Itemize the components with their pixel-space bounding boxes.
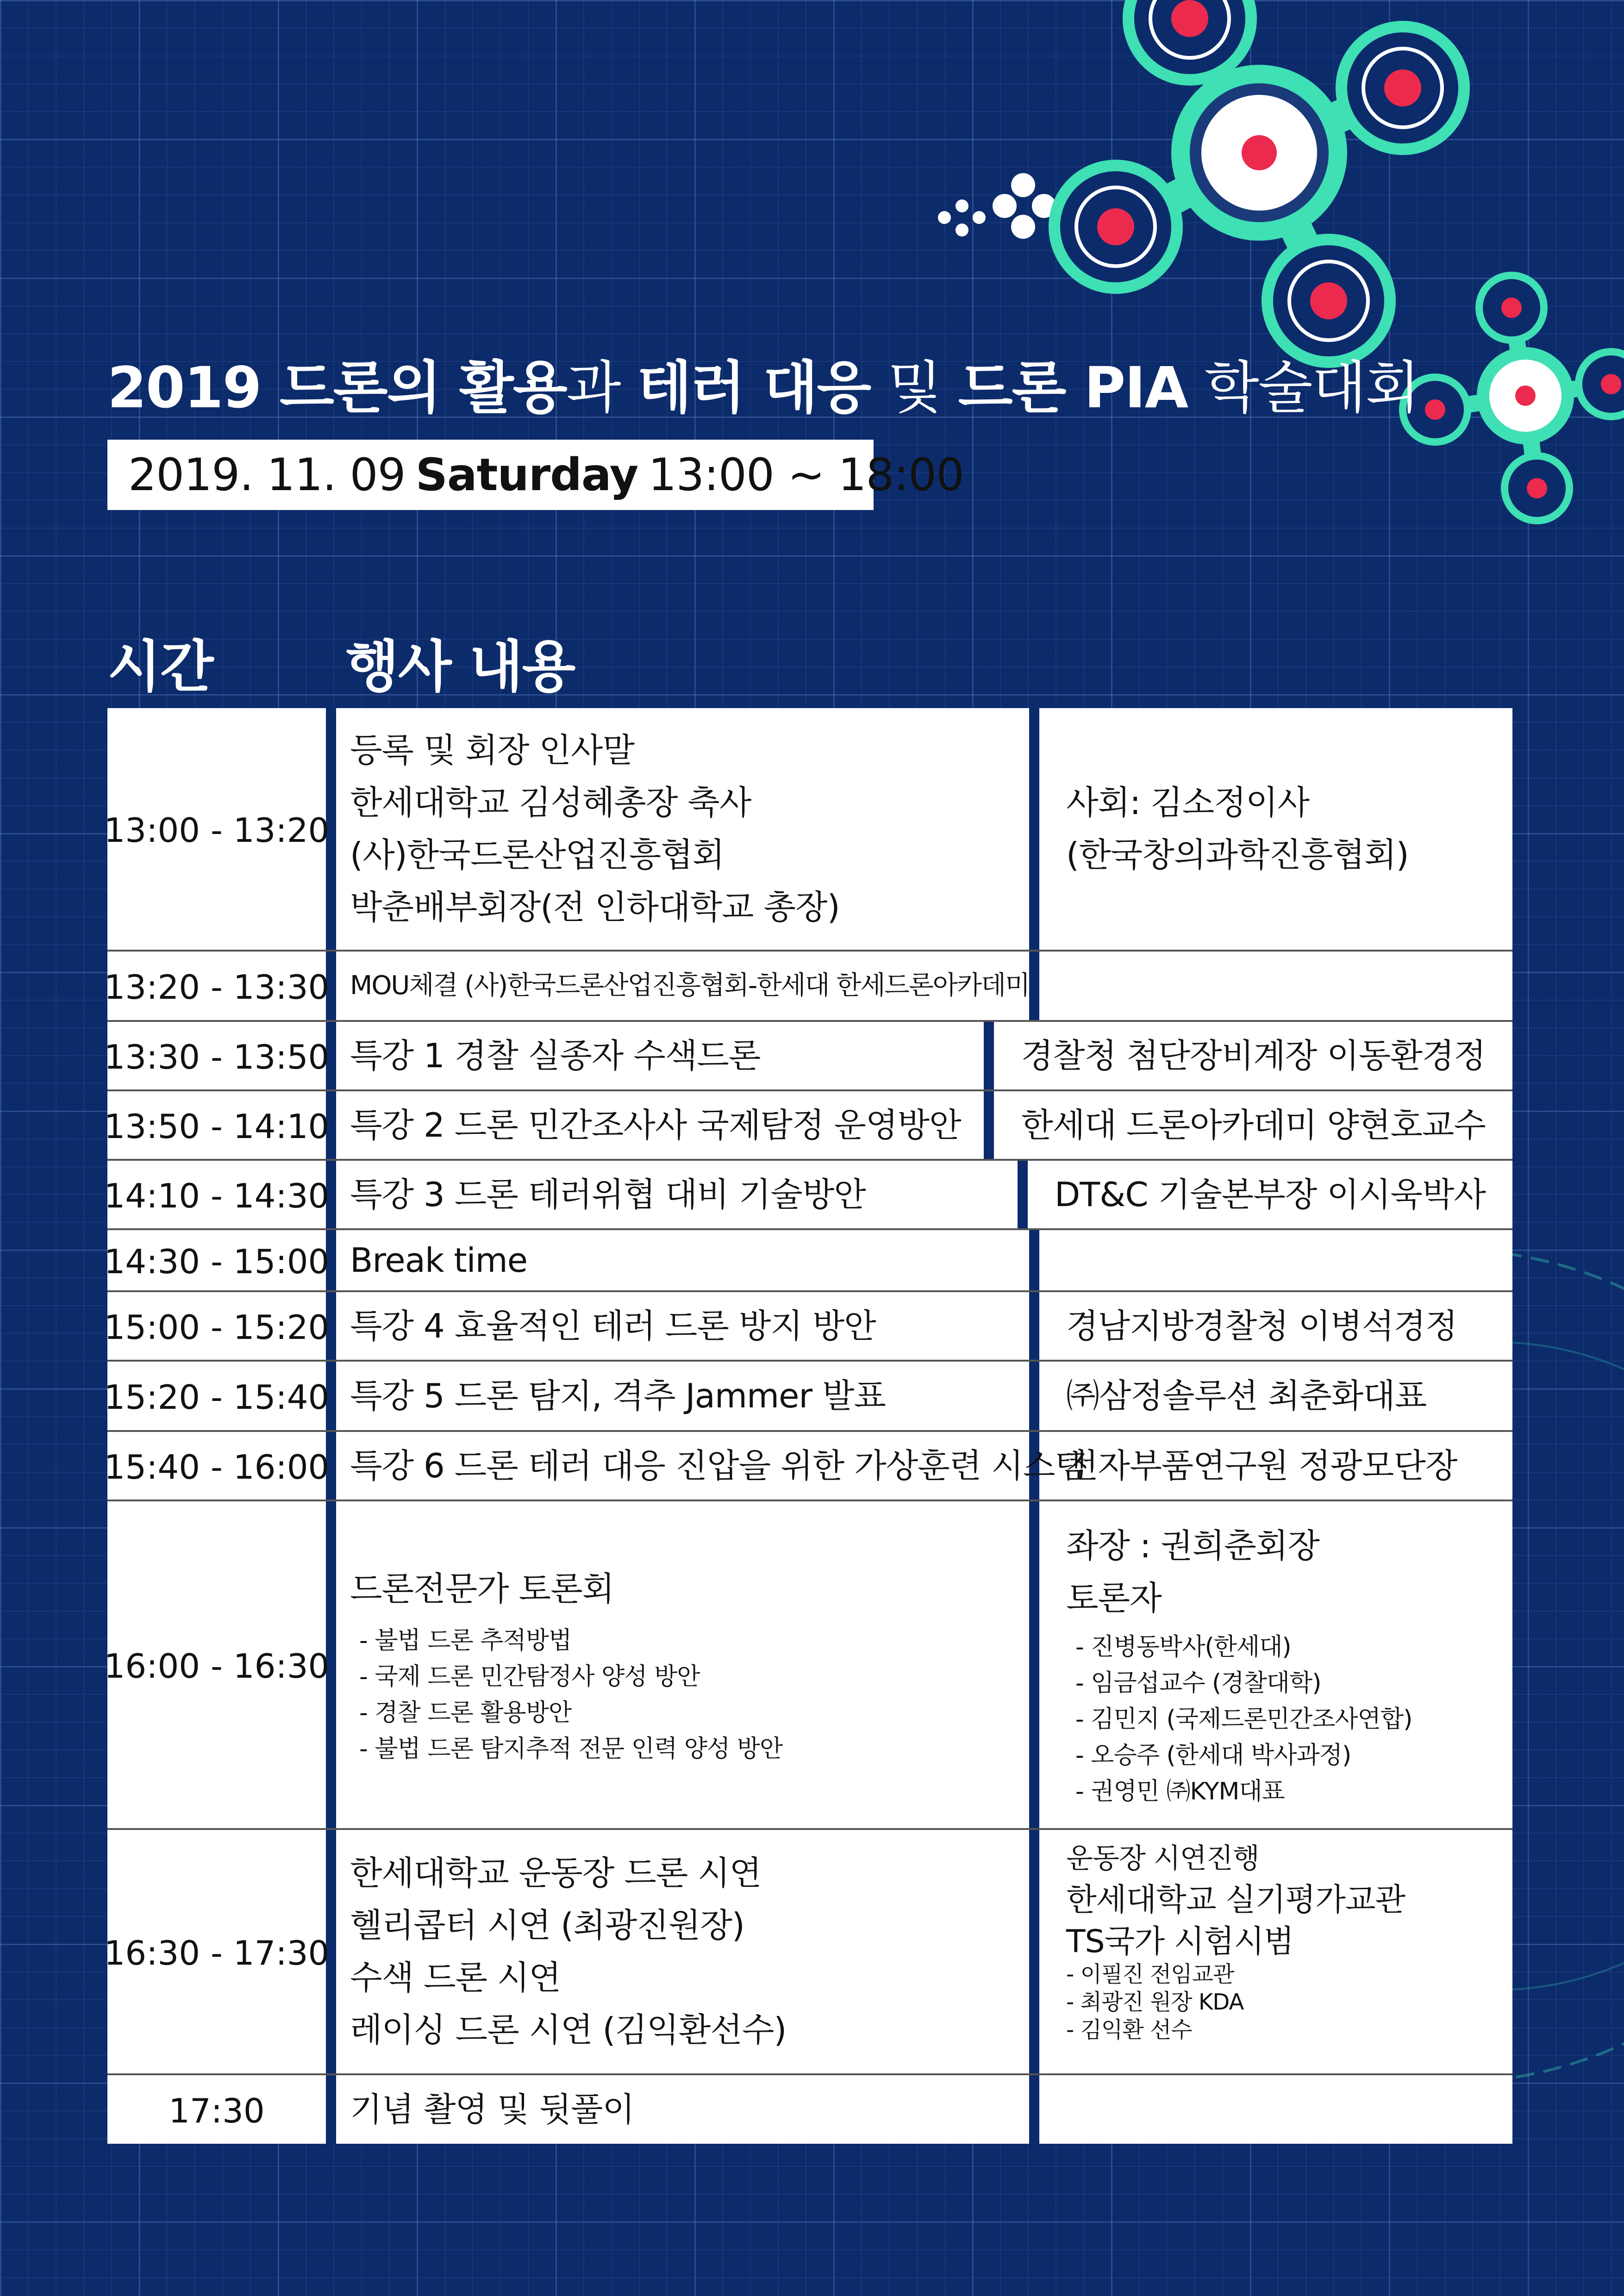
header-content: 행사 내용 xyxy=(345,635,575,699)
speaker-cell xyxy=(1039,952,1512,1020)
table-row xyxy=(104,1022,1512,1091)
content-cell: 특강 6 드론 테러 대응 진압을 위한 가상훈련 시스템 xyxy=(336,1432,1039,1500)
time-cell: 13:20 - 13:30 xyxy=(107,952,336,1020)
content-cell: 특강 2 드론 민간조사사 국제탐정 운영방안 xyxy=(336,1091,994,1159)
small-drone-icon xyxy=(1399,272,1624,524)
time-range-text: 13:00 ~ 18:00 xyxy=(648,449,964,501)
table-row xyxy=(104,1230,1512,1292)
content-cell: 특강 5 드론 탐지, 격추 Jammer 발표 xyxy=(336,1362,1039,1430)
time-cell: 15:40 - 16:00 xyxy=(107,1432,336,1500)
content-cell: 기념 촬영 및 뒷풀이 xyxy=(336,2075,1039,2144)
date-text: 2019. 11. 09 xyxy=(128,449,406,501)
table-row xyxy=(104,1161,1512,1230)
schedule-table xyxy=(104,708,1512,2144)
weekday-text: Saturday xyxy=(415,449,638,501)
speaker-cell xyxy=(1039,2075,1512,2144)
date-banner xyxy=(107,440,964,510)
time-cell: 13:00 - 13:20 xyxy=(107,708,336,950)
dots-icon xyxy=(938,173,1056,239)
content-cell: 드론전문가 토론회 - 불법 드론 추적방법 - 국제 드론 민간탐정사 양성 방안 - 경찰 드론 활용방안 - 불법 드론 탐지추적 전문 인력 양성 방안 xyxy=(336,1501,1039,1828)
content-cell: 등록 및 회장 인사말 한세대학교 김성혜총장 축사 (사)한국드론산업진흥협회 박춘배부회장(전 인하대학교 총장) xyxy=(336,708,1039,950)
speaker-cell: 사회: 김소정이사 (한국창의과학진흥협회) xyxy=(1066,783,1409,874)
time-cell: 13:30 - 13:50 xyxy=(107,1022,336,1089)
header-time: 시간 xyxy=(107,635,213,699)
table-row xyxy=(104,952,1512,1022)
speaker-cell: 경찰청 첨단장비계장 이동환경정 xyxy=(1021,1036,1486,1075)
table-row xyxy=(104,1501,1512,1830)
table-row xyxy=(104,1292,1512,1362)
time-cell: 17:30 xyxy=(107,2075,336,2144)
content-cell: Break time xyxy=(336,1230,1039,1290)
time-cell: 16:30 - 17:30 xyxy=(107,1830,336,2073)
time-cell: 16:00 - 16:30 xyxy=(107,1501,336,1828)
time-cell: 14:30 - 15:00 xyxy=(107,1230,336,1290)
speaker-cell: 한세대 드론아카데미 양현호교수 xyxy=(1021,1105,1486,1145)
content-cell: 특강 3 드론 테러위협 대비 기술방안 xyxy=(336,1161,1028,1228)
speaker-cell: ㈜삼정솔루션 최춘화대표 xyxy=(1066,1376,1427,1415)
table-row xyxy=(104,1091,1512,1161)
table-row xyxy=(104,1362,1512,1432)
time-cell: 13:50 - 14:10 xyxy=(107,1091,336,1159)
speaker-cell: 좌장 : 권희춘회장 토론자 - 진병동박사(한세대) - 임금섭교수 (경찰대학) - 김민지 (국제드론민간조사연합) - 오승주 (한세대 박사과정) - 권영민 ㈜KYM대표 xyxy=(1066,1526,1412,1805)
time-cell: 15:00 - 15:20 xyxy=(107,1292,336,1360)
content-cell: 특강 4 효율적인 테러 드론 방지 방안 xyxy=(336,1292,1039,1360)
speaker-cell: 경남지방경찰청 이병석경정 xyxy=(1066,1306,1457,1345)
table-row xyxy=(104,1432,1512,1501)
content-cell: 한세대학교 운동장 드론 시연 헬리콥터 시연 (최광진원장) 수색 드론 시연 레이싱 드론 시연 (김익환선수) xyxy=(336,1830,1039,2073)
speaker-cell: DT&C 기술본부장 이시욱박사 xyxy=(1054,1175,1486,1214)
time-cell: 15:20 - 15:40 xyxy=(107,1362,336,1430)
speaker-cell: 전자부품연구원 정광모단장 xyxy=(1066,1446,1457,1485)
table-row xyxy=(107,2075,1512,2144)
page-title: 2019 드론의 활용과 테러 대응 및 드론 PIA 학술대회 xyxy=(107,355,1419,421)
time-cell: 14:10 - 14:30 xyxy=(107,1161,336,1228)
content-cell: 특강 1 경찰 실종자 수색드론 xyxy=(336,1022,994,1089)
table-row xyxy=(104,1830,1512,2075)
speaker-cell: 운동장 시연진행 한세대학교 실기평가교관 TS국가 시험시범 - 이필진 전임교관 - 최광진 원장 KDA - 김익환 선수 xyxy=(1066,1842,1405,2043)
large-drone-icon xyxy=(1049,0,1470,368)
table-row xyxy=(104,708,1512,952)
speaker-cell xyxy=(1039,1230,1512,1290)
content-cell: MOU체결 (사)한국드론산업진흥협회-한세대 한세드론아카데미 xyxy=(336,952,1039,1020)
